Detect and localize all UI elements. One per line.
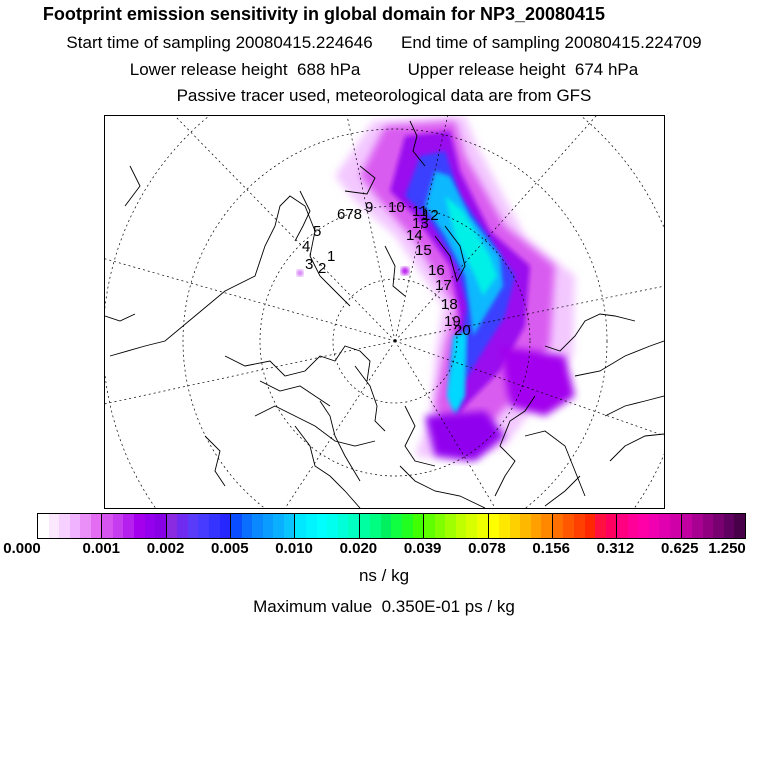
- colorbar-swatch: [606, 514, 617, 538]
- upper-release-value: 674 hPa: [574, 60, 639, 79]
- start-time-value: 20080415.224646: [235, 33, 373, 52]
- colorbar-swatch: [520, 514, 531, 538]
- colorbar-swatch: [585, 514, 596, 538]
- trajectory-label: 11: [412, 203, 428, 220]
- colorbar-swatch: [177, 514, 188, 538]
- trajectory-label: 16: [428, 262, 445, 279]
- colorbar-swatch: [489, 514, 500, 538]
- colorbar-swatch: [273, 514, 284, 538]
- colorbar-swatch: [231, 514, 242, 538]
- colorbar-segment: [424, 514, 488, 538]
- colorbar-swatch: [113, 514, 124, 538]
- colorbar-swatch: [91, 514, 102, 538]
- colorbar-swatch: [402, 514, 413, 538]
- colorbar-swatch: [49, 514, 60, 538]
- colorbar-segment: [295, 514, 359, 538]
- colorbar-swatch: [649, 514, 660, 538]
- colorbar-swatch: [59, 514, 70, 538]
- colorbar-swatch: [327, 514, 338, 538]
- colorbar-swatch: [692, 514, 703, 538]
- colorbar-tick-label: 0.005: [211, 540, 249, 557]
- colorbar-swatch: [209, 514, 220, 538]
- colorbar-segment: [231, 514, 295, 538]
- trajectory-label: 1: [327, 248, 336, 265]
- upper-release-label: Upper release height: [407, 60, 566, 79]
- colorbar-tick-label: 0.312: [596, 540, 635, 557]
- colorbar-segment: [617, 514, 681, 538]
- lower-release-value: 688 hPa: [297, 60, 361, 79]
- trajectory-label: 17: [435, 277, 452, 294]
- colorbar-unit: ns / kg: [358, 566, 410, 585]
- colorbar-swatch: [360, 514, 371, 538]
- colorbar-segment: [489, 514, 553, 538]
- maximum-value: [0, 597, 768, 617]
- colorbar-swatch: [70, 514, 81, 538]
- release-heights: [0, 60, 768, 80]
- colorbar-swatch: [435, 514, 446, 538]
- colorbar-swatch: [102, 514, 113, 538]
- colorbar-swatch: [123, 514, 134, 538]
- colorbar: [37, 513, 746, 539]
- colorbar-swatch: [510, 514, 521, 538]
- colorbar-segment: [360, 514, 424, 538]
- trajectory-label: 5: [313, 223, 322, 240]
- colorbar-swatch: [595, 514, 606, 538]
- colorbar-swatch: [713, 514, 724, 538]
- trajectory-label: 3: [305, 256, 314, 273]
- colorbar-swatch: [80, 514, 91, 538]
- colorbar-tick-label: 0.000: [3, 540, 41, 557]
- maximum-label: Maximum value: [253, 597, 373, 616]
- colorbar-swatch: [638, 514, 649, 538]
- trajectory-label: 678: [337, 206, 363, 223]
- colorbar-swatch: [38, 514, 49, 538]
- colorbar-swatch: [155, 514, 166, 538]
- colorbar-tick-label: 0.156: [532, 540, 570, 557]
- colorbar-swatch: [628, 514, 639, 538]
- colorbar-swatch: [563, 514, 574, 538]
- lower-release-label: Lower release height: [129, 60, 288, 79]
- trajectory-label: 20: [454, 322, 471, 339]
- colorbar-swatch: [242, 514, 253, 538]
- colorbar-segment: [167, 514, 231, 538]
- colorbar-swatch: [734, 514, 745, 538]
- colorbar-tick-label: 0.625: [660, 540, 699, 557]
- colorbar-swatch: [466, 514, 477, 538]
- colorbar-tick-label: 0.039: [403, 540, 442, 557]
- colorbar-swatch: [338, 514, 349, 538]
- colorbar-swatch: [541, 514, 552, 538]
- colorbar-tick-label: 0.002: [146, 540, 185, 557]
- colorbar-tick-label: 0.020: [339, 540, 378, 557]
- colorbar-segment: [102, 514, 166, 538]
- polar-map: [105, 116, 664, 508]
- colorbar-tick-label: 0.078: [468, 540, 506, 557]
- colorbar-swatch: [445, 514, 456, 538]
- colorbar-swatch: [574, 514, 585, 538]
- colorbar-swatch: [617, 514, 628, 538]
- colorbar-swatch: [381, 514, 392, 538]
- colorbar-tick-label: 0.010: [275, 540, 313, 557]
- colorbar-segment: [38, 514, 102, 538]
- colorbar-swatch: [553, 514, 564, 538]
- trajectory-label: 4: [302, 238, 311, 255]
- tracer-note: Passive tracer used, meteorological data are from GFS: [176, 86, 592, 105]
- colorbar-swatch: [703, 514, 714, 538]
- colorbar-swatch: [670, 514, 681, 538]
- colorbar-swatch: [188, 514, 199, 538]
- colorbar-swatch: [724, 514, 735, 538]
- colorbar-swatch: [134, 514, 145, 538]
- colorbar-swatch: [295, 514, 306, 538]
- colorbar-swatch: [531, 514, 542, 538]
- colorbar-swatch: [167, 514, 178, 538]
- trajectory-label: 2: [318, 260, 327, 277]
- colorbar-swatch: [477, 514, 488, 538]
- colorbar-swatch: [284, 514, 295, 538]
- colorbar-swatch: [456, 514, 467, 538]
- end-time-value: 20080415.224709: [564, 33, 702, 52]
- colorbar-swatch: [499, 514, 510, 538]
- colorbar-swatch: [424, 514, 435, 538]
- colorbar-swatch: [145, 514, 156, 538]
- colorbar-swatch: [263, 514, 274, 538]
- trajectory-label: 13: [412, 215, 429, 232]
- colorbar-swatch: [348, 514, 359, 538]
- colorbar-segment: [682, 514, 745, 538]
- trajectory-label: 12: [422, 207, 439, 224]
- sampling-times: [0, 33, 768, 53]
- end-time-label: End time of sampling: [401, 33, 560, 52]
- start-time-label: Start time of sampling: [66, 33, 231, 52]
- colorbar-swatch: [682, 514, 693, 538]
- colorbar-swatch: [220, 514, 231, 538]
- colorbar-tick-label: 1.250: [708, 540, 746, 557]
- trajectory-label: 18: [441, 296, 458, 313]
- colorbar-segment: [553, 514, 617, 538]
- colorbar-swatch: [252, 514, 263, 538]
- colorbar-swatch: [317, 514, 328, 538]
- plot-title: Footprint emission sensitivity in global domain for NP3_20080415: [42, 4, 606, 24]
- map-panel: [104, 115, 665, 509]
- colorbar-swatch: [391, 514, 402, 538]
- colorbar-swatch: [413, 514, 424, 538]
- trajectory-label: 19: [444, 313, 461, 330]
- colorbar-swatch: [659, 514, 670, 538]
- colorbar-swatch: [198, 514, 209, 538]
- maximum-number: 0.350E-01 ps / kg: [381, 597, 515, 616]
- trajectory-label: 9: [365, 199, 374, 216]
- trajectory-label: 10: [388, 199, 405, 216]
- colorbar-swatch: [306, 514, 317, 538]
- trajectory-label: 14: [406, 227, 423, 244]
- colorbar-ticks: [0, 540, 768, 560]
- colorbar-tick-label: 0.001: [82, 540, 121, 557]
- trajectory-label: 15: [415, 242, 432, 259]
- colorbar-swatch: [370, 514, 381, 538]
